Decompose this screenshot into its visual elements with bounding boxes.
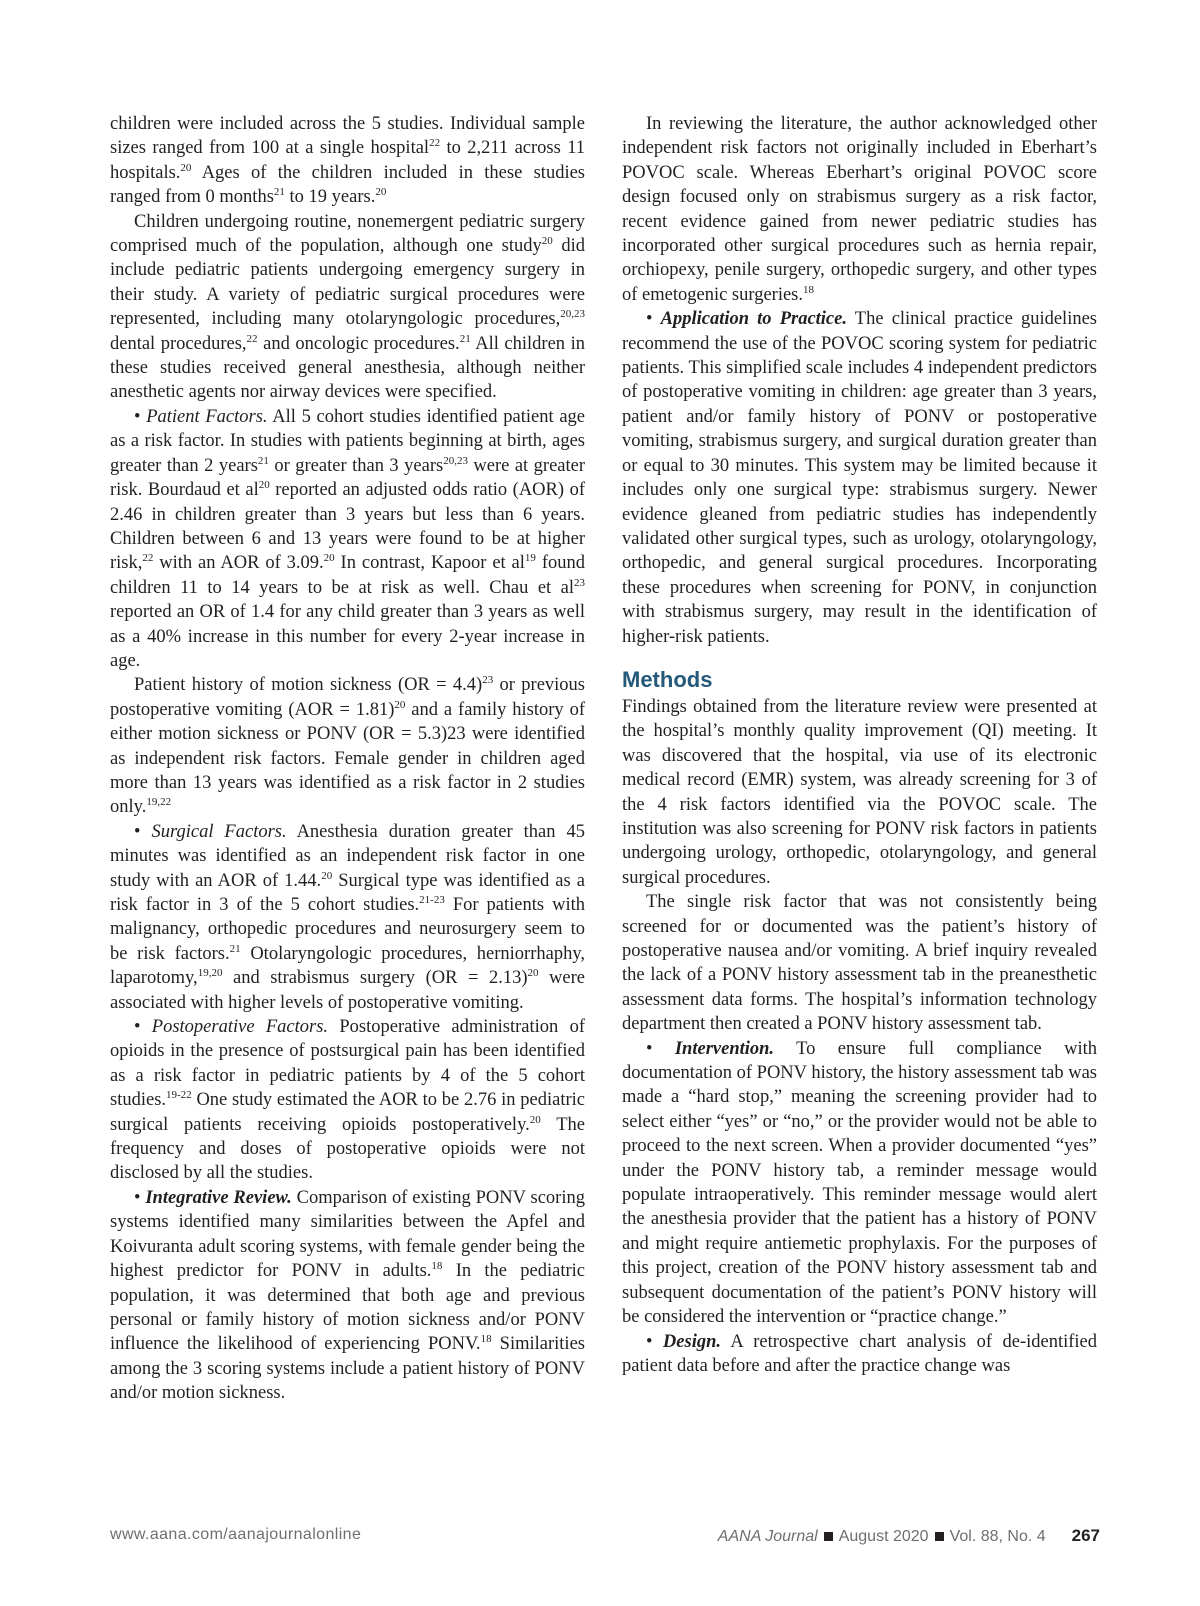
surgical-factors-paragraph: • Surgical Factors. Anesthesia duration greater than 45 minutes was identified as an independent risk factor in one study with an AOR of 1.44.20 Surgical type was identified as a risk factor in 3 of the 5 cohort studies.$^{21-23}$ For patients with malignancy, orthopedic procedures and neurosurgery seem to be risk factors.$^{21}$ Otolaryngologic procedures, herniorrhaphy, laparotomy,$^{19,20}$ and strabismus surgery (OR = 2.13)$^{20}$ were associated with higher levels of postoperative vomiting. [110, 821, 586, 1013]
journal-name: AANA Journal [717, 1528, 818, 1545]
postoperative-factors-paragraph: • Postoperative Factors. Postoperative administration of opioids in the presence of postsurgical pain has been identified as a risk factor in pediatric patients by 4 of the 5 cohort studies.$^{19-22}$ One study estimated the AOR to be 2.76 in pediatric surgical patients receiving opioids postoperatively.$^{20}$ The frequency and doses of postoperative opioids were not disclosed by all the studies. [110, 1017, 585, 1184]
intervention-label: Intervention. [674, 1038, 775, 1059]
motion-sickness-paragraph: Patient history of motion sickness (OR = 4.4)$^{23}$ or previous postoperative vomiting (AOR = 1.81)$^{20}$ and a family history of either motion sickness or PONV (OR = 5.3)23 were identified as independent risk factors. Female gender in children aged more than 13 years was identified as a risk factor in 2 studies only.$^{19,22}$ [110, 674, 585, 818]
volume-number: Vol. 88, No. 4 [949, 1528, 1046, 1545]
integrative-review-paragraph: • Integrative Review. Comparison of existing PONV scoring systems identified many similarities between the Apfel and Koivuranta adult scoring systems, with female gender being the highest predictor for PONV in adults.$^{18}$ In the pediatric population, it was determined that both age and previous personal or family history of motion sickness and/or PONV influence the likelihood of experiencing PONV.$^{18}$ Similarities among the 3 scoring systems include a patient history of PONV and/or motion sickness. [110, 1187, 585, 1404]
separator-square [824, 1532, 833, 1541]
design-label: Design. [662, 1331, 721, 1352]
design-paragraph: • Design. A retrospective chart analysis of de-identified patient data before and after the practice change was [622, 1331, 1097, 1376]
page-number: 267 [1071, 1526, 1100, 1545]
methods-heading: Methods [622, 666, 713, 692]
page-footer [110, 1526, 1100, 1550]
integrative-review-label: Integrative Review. [145, 1187, 292, 1208]
journal-citation [718, 1526, 1100, 1546]
right-paragraph-1: In reviewing the literature, the author acknowledged other independent risk factors not originally included in Eberhart’s POVOC scale. Whereas Eberhart’s original POVOC score design focused only on strabismus surgery as a risk factor, recent evidence gained from newer pediatric studies has incorporated other surgical procedures such as hernia repair, orchiopexy, penile surgery, orthopedic surgery, and other types of emetogenic surgeries.$^{18}$ [622, 114, 1097, 305]
left-paragraph-1: children were included across the 5 studies. Individual sample sizes ranged from 100 at a single hospital$^{22}$ to 2,211 across 11 hospitals.$^{20}$ Ages of the children included in these studies ranged from 0 months$^{21}$ to 19 years.$^{20}$ [110, 114, 586, 208]
intervention-paragraph: • Intervention. To ensure full compliance with documentation of PONV history, the history assessment tab was made a “hard stop,” meaning the screening provider had to select either “yes” or “no,” or the provider would not be able to proceed to the next screen. When a provider documented “yes” under the PONV history tab, a reminder message would populate intraoperatively. This reminder message would alert the anesthesia provider that the patient has a history of PONV and might require antiemetic prophylaxis. For the purposes of this project, creation of the PONV history assessment tab and subsequent documentation of the patient’s PONV history will be considered the intervention or “practice change.” [622, 1038, 1097, 1328]
patient-factors-label: Patient Factors. [146, 406, 268, 427]
postoperative-factors-label: Postoperative Factors. [151, 1017, 329, 1038]
issue-date: August 2020 [838, 1528, 929, 1545]
right-column [622, 112, 1097, 1378]
left-column [110, 112, 585, 1406]
application-to-practice-paragraph: • Application to Practice. The clinical practice guidelines recommend the use of the POVOC scoring system for pediatric patients. This simplified scale includes 4 independent predictors of postoperative vomiting in children: age greater than 3 years, patient and/or family history of PONV or postoperative vomiting, strabismus surgery, and surgical duration greater than or equal to 30 minutes. This system may be limited because it includes only one surgical type: strabismus surgery. Newer evidence gleaned from pediatric studies has independently validated other surgical types, such as urology, otolaryngology, orthopedic, and general surgical procedures. Incorporating these procedures when screening for PONV, in conjunction with strabismus surgery, may result in the identification of higher-risk patients. [622, 309, 1097, 647]
left-paragraph-2: Children undergoing routine, nonemergent pediatric surgery comprised much of the population, although one study$^{20}$ did include pediatric patients undergoing emergency surgery in their study. A variety of pediatric surgical procedures were represented, including many otolaryngologic procedures,$^{20,23}$ dental procedures,$^{22}$ and oncologic procedures.$^{21}$ All children in these studies received general anesthesia, although neither anesthetic agents nor airway devices were specified. [110, 211, 585, 403]
separator-square [935, 1532, 944, 1541]
journal-url[interactable]: www.aana.com/aanajournalonline [110, 1526, 362, 1543]
methods-paragraph-2: The single risk factor that was not consistently being screened for or documented was the patient’s history of postoperative nausea and/or vomiting. A brief inquiry revealed the lack of a PONV history assessment tab in the preanesthetic assessment data forms. The hospital’s information technology department then created a PONV history assessment tab. [622, 892, 1097, 1035]
application-to-practice-label: Application to Practice. [660, 309, 847, 330]
surgical-factors-label: Surgical Factors. [151, 821, 287, 842]
methods-paragraph-1: Findings obtained from the literature review were presented at the hospital’s monthly quality improvement (QI) meeting. It was discovered that the hospital, via use of its electronic medical record (EMR) system, was already screening for 3 of the 4 risk factors identified via the POVOC scale. The institution was also screening for PONV risk factors in patients undergoing urology, orthopedic, otolaryngology, and general surgical procedures. [622, 696, 1097, 888]
patient-factors-paragraph: • Patient Factors. All 5 cohort studies identified patient age as a risk factor. In studies with patients beginning at birth, ages greater than 2 years$^{21}$ or greater than 3 years$^{20,23}$ were at greater risk. Bourdaud et $al^{20}$ reported an adjusted odds ratio (AOR) of 2.46 in children greater than 3 years but less than 6 years. Children between 6 and 13 years were found to be at higher risk,$^{22}$ with an AOR of 3.09.20 In contrast, Kapoor et $al^{19}$ found children 11 to 14 years to be at risk as well. Chau et $al^{23}$ reported an OR of 1.4 for any child greater than 3 years as well as a 40% increase in this number for every 2-year increase in age. [110, 406, 586, 671]
